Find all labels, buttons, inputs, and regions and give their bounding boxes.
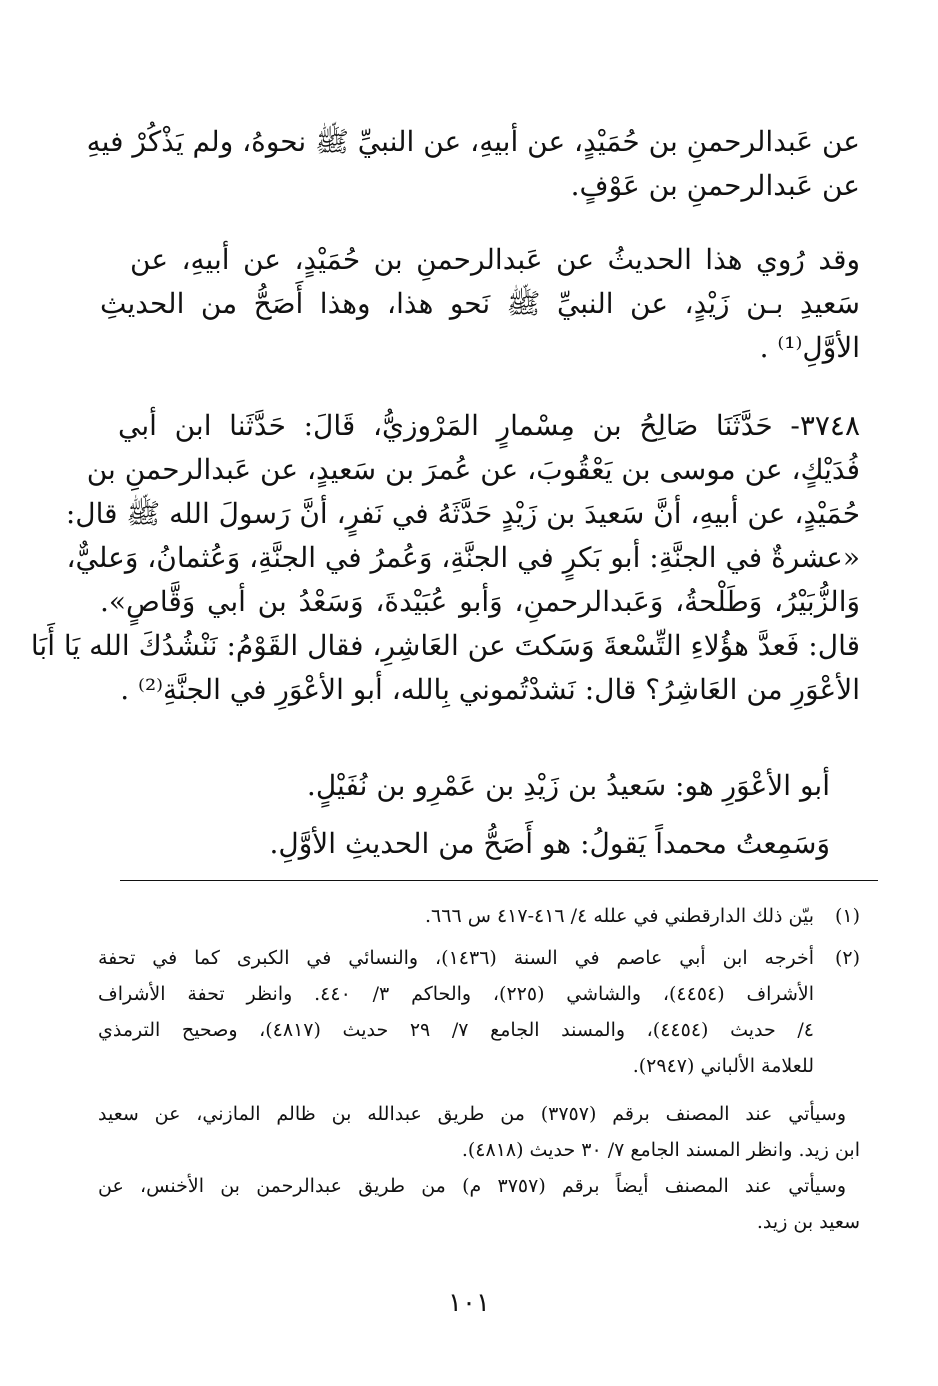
text-line: الأوَّلِ⁽¹⁾ . <box>759 331 860 364</box>
text-line: وقد رُوي هذا الحديثُ عن عَبدالرحمنِ بن حُمَيْدٍ، عن أبيهِ، عن <box>130 243 860 276</box>
footnote-text: للعلامة الألباني (٢٩٤٧). <box>632 1055 814 1077</box>
footnote-text: وسيأتي عند المصنف أيضاً برقم (٣٧٥٧ م) من طريق عبدالرحمن بن الأخنس، عن <box>98 1175 846 1197</box>
text-line: عن عَبدالرحمنِ بن حُمَيْدٍ، عن أبيهِ، عن النبيِّ ﷺ نحوهُ، ولم يَذْكُرْ فيهِ <box>86 125 860 158</box>
paragraph-2 <box>130 238 860 282</box>
footnote-text: الأشراف (٤٤٥٤)، والشاشي (٢٢٥)، والحاكم ٣/ ٤٤٠. وانظر تحفة الأشراف <box>98 983 814 1005</box>
footnote-2 <box>98 940 860 1084</box>
footnote-number: (١) <box>834 905 860 927</box>
text-line: قال: فَعدَّ هؤُلاءِ التِّسْعةَ وَسَكتَ عن العَاشِرِ، فقال القَوْمُ: نَنْشُدُكَ الله يَا أَبَا <box>30 629 860 662</box>
footnote-1 <box>98 898 860 934</box>
footnote-text: سعيد بن زيد. <box>756 1211 860 1233</box>
hadith-number-line: ٣٧٤٨- حَدَّثَنَا صَالِحُ بن مِسْمارٍ المَرْوزيُّ، قَالَ: حَدَّثَنا ابن أبي <box>118 409 860 442</box>
paragraph-abu-al-awar <box>100 764 830 808</box>
text-line: أبو الأعْوَرِ هو: سَعيدُ بن زَيْدِ بن عَمْرِو بن نُفَيْلٍ. <box>306 769 830 802</box>
footnote-2-cont <box>98 1096 860 1240</box>
text-line: وَالزُّبَيْرُ، وَطَلْحةُ، وَعَبدالرحمنِ، وَأبو عُبَيْدةَ، وَسَعْدُ بن أبي وَقَّاصٍ». <box>100 585 860 618</box>
paragraph-heard-muhammad <box>100 822 830 866</box>
text-line: حُمَيْدٍ، عن أبيهِ، أنَّ سَعيدَ بن زَيْدٍ حَدَّثَهُ في نَفرٍ، أنَّ رَسولَ الله ﷺ قال: <box>65 497 860 530</box>
footnote-separator <box>120 880 878 881</box>
paragraph-2-cont <box>100 282 860 370</box>
text-line: سَعيدِ بـن زَيْدٍ، عن النبيِّ ﷺ نَحو هذا، وهذا أَصَحُّ من الحديثِ <box>100 287 860 320</box>
page-number: ١٠١ <box>448 1288 490 1318</box>
hadith-paragraph-cont <box>30 448 860 712</box>
footnote-text: بيّن ذلك الدارقطني في علله ٤/ ٤١٦-٤١٧ س ٦٦٦. <box>425 905 814 927</box>
text-line: «عشرةٌ في الجنَّةِ: أبو بَكرٍ في الجنَّةِ، وَعُمرُ في الجنَّةِ، وَعُثمانُ، وَعليٌّ، <box>66 541 860 574</box>
text-line: الأعْوَرِ من العَاشِرُ؟ قال: نَشدْتُموني بِالله، أبو الأعْوَرِ في الجنَّةِ⁽²⁾ . <box>120 673 860 706</box>
hadith-paragraph <box>118 404 860 448</box>
text-line: وَسَمِعتُ محمداً يَقولُ: هو أَصَحُّ من الحديثِ الأوَّلِ. <box>269 827 830 860</box>
text-line: فُدَيْكٍ، عن موسى بن يَعْقُوبَ، عن عُمرَ بن سَعيدٍ، عن عَبدالرحمنِ بن <box>86 453 860 486</box>
text-line: عن عَبدالرحمنِ بن عَوْفٍ. <box>570 169 860 202</box>
footnote-text: وسيأتي عند المصنف برقم (٣٧٥٧) من طريق عبدالله بن ظالم المازني، عن سعيد <box>98 1103 846 1125</box>
paragraph-1 <box>86 120 860 208</box>
footnote-number: (٢) <box>834 947 860 969</box>
footnote-text: ٤/ حديث (٤٤٥٤)، والمسند الجامع ٧/ ٢٩ حديث (٤٨١٧)، وصحيح الترمذي <box>98 1019 814 1041</box>
footnote-text: ابن زيد. وانظر المسند الجامع ٧/ ٣٠ حديث (٤٨١٨). <box>461 1139 860 1161</box>
footnote-text: أخرجه ابن أبي عاصم في السنة (١٤٣٦)، والنسائي في الكبرى كما في تحفة <box>98 947 814 969</box>
